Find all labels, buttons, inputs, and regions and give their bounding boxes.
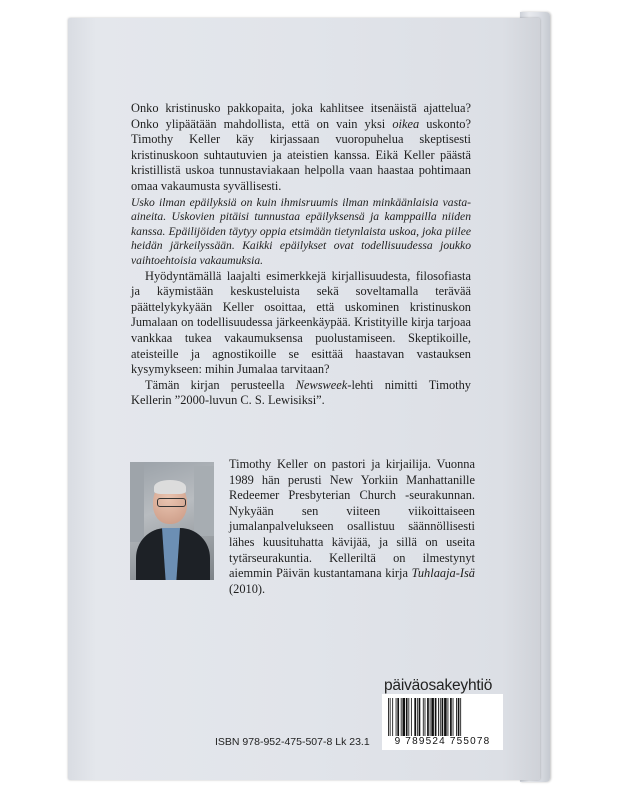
barcode-number: 9 789524 755078 — [394, 736, 491, 747]
blurb-paragraph-1: Onko kristinusko pakkopaita, joka kahlitsee itsenäistä ajattelua? Onko ylipäätään mahdollista, että on vain yksi oikea uskonto? Timothy Keller käy kirjassaan vuoropuhelua skeptisesti kristinuskoon suhtautuvien ja ateistien kanssa. Eikä Keller päästä kristillistä uskoa tunnustaviakaan helpolla vaan haastaa pohtimaan omaa vakaumusta syvällisesti. — [131, 101, 471, 193]
author-bio: Timothy Keller on pastori ja kirjailija. Vuonna 1989 hän perusti New Yorkiin Manhattanille Redeemer Presbyterian Church -seurakunnan. Nykyään sen viiteen viikoittaiseen jumalanpalvelukseen osallistuu säännöllisesti lähes kuusituhatta kävijää, ja sillä on useita tytärseurakuntia. Kelleriltä on ilmestynyt aiemmin Päivän kustantamana kirja Tuhlaaja-Isä (2010). — [229, 457, 475, 596]
barcode — [382, 694, 503, 750]
blurb-text — [131, 101, 471, 409]
barcode-bars — [386, 698, 499, 736]
blurb-paragraph-3: Tämän kirjan perusteella Newsweek-lehti nimitti Timothy Kellerin ”2000-luvun C. S. Lewisiksi”. — [131, 377, 471, 408]
blurb-paragraph-2: Hyödyntämällä laajalti esimerkkejä kirjallisuudesta, filosofiasta ja käymistään keskusteluista sekä soveltamalla terävää päättelykykyään Keller osoittaa, että uskominen kristinuskon Jumalaan on todellisuudessa järkeenkäypää. Kristityille kirja tarjoaa vankkaa tukea vakaumuksensa puolustamiseen. Skeptikoille, ateisteille ja agnostikoille se esittää haastavan vastauksen kysymykseen: mihin Jumalaa tarvitaan? — [131, 268, 471, 377]
publisher-logo: päiväosakeyhtiö — [384, 677, 493, 694]
isbn-line: ISBN 978-952-475-507-8 Lk 23.1 — [215, 736, 370, 748]
author-photo — [130, 462, 214, 580]
blurb-quote: Usko ilman epäilyksiä on kuin ihmisruumis ilman minkäänlaisia vasta-aineita. Uskovien pitäisi tunnustaa epäilyksensä ja kamppailla niiden kanssa. Epäilijöiden täytyy oppia etsimään tietynlaista uskoa, joka piilee heidän järkeilyssään. Kaikki epäilykset ovat todellisuudessa joukko vaihtoehtoisia vakaumuksia. — [131, 195, 471, 267]
